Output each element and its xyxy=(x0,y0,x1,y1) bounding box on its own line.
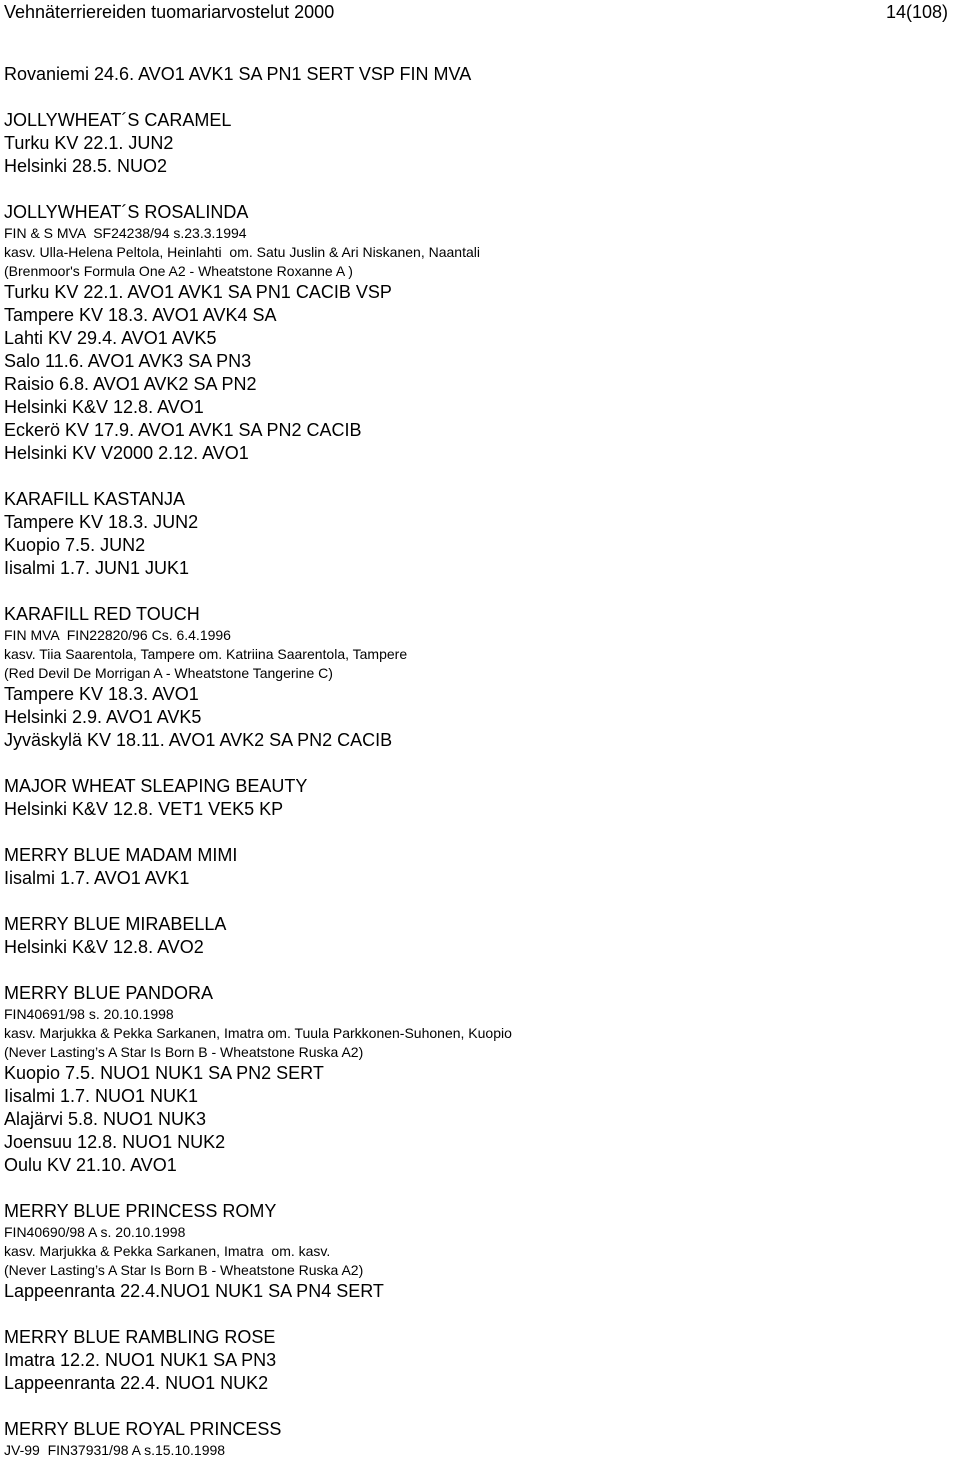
text-line: Raisio 6.8. AVO1 AVK2 SA PN2 xyxy=(4,374,257,394)
text-line: MERRY BLUE MADAM MIMI xyxy=(4,845,238,865)
text-line: Joensuu 12.8. NUO1 NUK2 xyxy=(4,1132,226,1152)
page-header xyxy=(4,0,948,24)
blank-line xyxy=(4,86,954,109)
text-line: KARAFILL KASTANJA xyxy=(4,489,186,509)
text-line: Tampere KV 18.3. AVO1 xyxy=(4,684,199,704)
text-line: Salo 11.6. AVO1 AVK3 SA PN3 xyxy=(4,351,252,371)
text-line: Lappeenranta 22.4.NUO1 NUK1 SA PN4 SERT xyxy=(4,1281,384,1301)
text-line: MERRY BLUE RAMBLING ROSE xyxy=(4,1327,276,1347)
blank-line xyxy=(4,1177,954,1200)
text-line: Turku KV 22.1. AVO1 AVK1 SA PN1 CACIB VSP xyxy=(4,282,392,302)
detail-line: (Never Lasting’s A Star Is Born B - Wheatstone Ruska A2) xyxy=(4,1262,364,1278)
detail-line: FIN40690/98 A s. 20.10.1998 xyxy=(4,1224,186,1240)
text-line: Helsinki KV V2000 2.12. AVO1 xyxy=(4,443,249,463)
text-line: Helsinki K&V 12.8. AVO2 xyxy=(4,937,204,957)
text-line: Helsinki 2.9. AVO1 AVK5 xyxy=(4,707,202,727)
detail-line: kasv. Ulla-Helena Peltola, Heinlahti om. Satu Juslin & Ari Niskanen, Naantali xyxy=(4,244,480,260)
blank-line xyxy=(4,1395,954,1418)
text-line: Helsinki 28.5. NUO2 xyxy=(4,156,168,176)
blank-line xyxy=(4,580,954,603)
text-line: JOLLYWHEAT´S ROSALINDA xyxy=(4,202,249,222)
blank-line xyxy=(4,821,954,844)
detail-line: kasv. Tiia Saarentola, Tampere om. Katriina Saarentola, Tampere xyxy=(4,646,408,662)
blank-line xyxy=(4,1303,954,1326)
detail-line: kasv. Marjukka & Pekka Sarkanen, Imatra om. kasv. xyxy=(4,1243,331,1259)
page-number: 14(108) xyxy=(885,2,948,22)
detail-line: (Brenmoor's Formula One A2 - Wheatstone Roxanne A ) xyxy=(4,263,353,279)
text-line: MAJOR WHEAT SLEAPING BEAUTY xyxy=(4,776,308,796)
text-line: Rovaniemi 24.6. AVO1 AVK1 SA PN1 SERT VSP FIN MVA xyxy=(4,64,472,84)
blank-line xyxy=(4,890,954,913)
detail-line: kasv. Marjukka & Pekka Sarkanen, Imatra om. Tuula Parkkonen-Suhonen, Kuopio xyxy=(4,1025,512,1041)
detail-line: FIN40691/98 s. 20.10.1998 xyxy=(4,1006,174,1022)
text-line: MERRY BLUE ROYAL PRINCESS xyxy=(4,1419,282,1439)
text-line: Jyväskylä KV 18.11. AVO1 AVK2 SA PN2 CACIB xyxy=(4,730,393,750)
blank-line xyxy=(4,959,954,982)
text-line: Kuopio 7.5. NUO1 NUK1 SA PN2 SERT xyxy=(4,1063,324,1083)
document-body xyxy=(4,63,954,1460)
detail-line: (Never Lasting’s A Star Is Born B - Wheatstone Ruska A2) xyxy=(4,1044,364,1060)
text-line: Tampere KV 18.3. JUN2 xyxy=(4,512,199,532)
text-line: MERRY BLUE MIRABELLA xyxy=(4,914,227,934)
document-title: Vehnäterriereiden tuomariarvostelut 2000 xyxy=(4,2,335,22)
text-line: JOLLYWHEAT´S CARAMEL xyxy=(4,110,232,130)
text-line: Imatra 12.2. NUO1 NUK1 SA PN3 xyxy=(4,1350,277,1370)
text-line: Tampere KV 18.3. AVO1 AVK4 SA xyxy=(4,305,277,325)
text-line: MERRY BLUE PANDORA xyxy=(4,983,214,1003)
text-line: Oulu KV 21.10. AVO1 xyxy=(4,1155,177,1175)
text-line: Helsinki K&V 12.8. AVO1 xyxy=(4,397,204,417)
blank-line xyxy=(4,752,954,775)
blank-line xyxy=(4,178,954,201)
text-line: Eckerö KV 17.9. AVO1 AVK1 SA PN2 CACIB xyxy=(4,420,362,440)
text-line: Kuopio 7.5. JUN2 xyxy=(4,535,146,555)
text-line: Iisalmi 1.7. NUO1 NUK1 xyxy=(4,1086,199,1106)
text-line: Turku KV 22.1. JUN2 xyxy=(4,133,174,153)
text-line: Lappeenranta 22.4. NUO1 NUK2 xyxy=(4,1373,269,1393)
detail-line: FIN MVA FIN22820/96 Cs. 6.4.1996 xyxy=(4,627,231,643)
detail-line: JV-99 FIN37931/98 A s.15.10.1998 xyxy=(4,1442,226,1458)
text-line: KARAFILL RED TOUCH xyxy=(4,604,200,624)
text-line: Iisalmi 1.7. AVO1 AVK1 xyxy=(4,868,190,888)
detail-line: (Red Devil De Morrigan A - Wheatstone Tangerine C) xyxy=(4,665,333,681)
text-line: Helsinki K&V 12.8. VET1 VEK5 KP xyxy=(4,799,284,819)
text-line: MERRY BLUE PRINCESS ROMY xyxy=(4,1201,277,1221)
text-line: Alajärvi 5.8. NUO1 NUK3 xyxy=(4,1109,207,1129)
blank-line xyxy=(4,465,954,488)
text-line: Iisalmi 1.7. JUN1 JUK1 xyxy=(4,558,190,578)
text-line: Lahti KV 29.4. AVO1 AVK5 xyxy=(4,328,217,348)
detail-line: FIN & S MVA SF24238/94 s.23.3.1994 xyxy=(4,225,247,241)
